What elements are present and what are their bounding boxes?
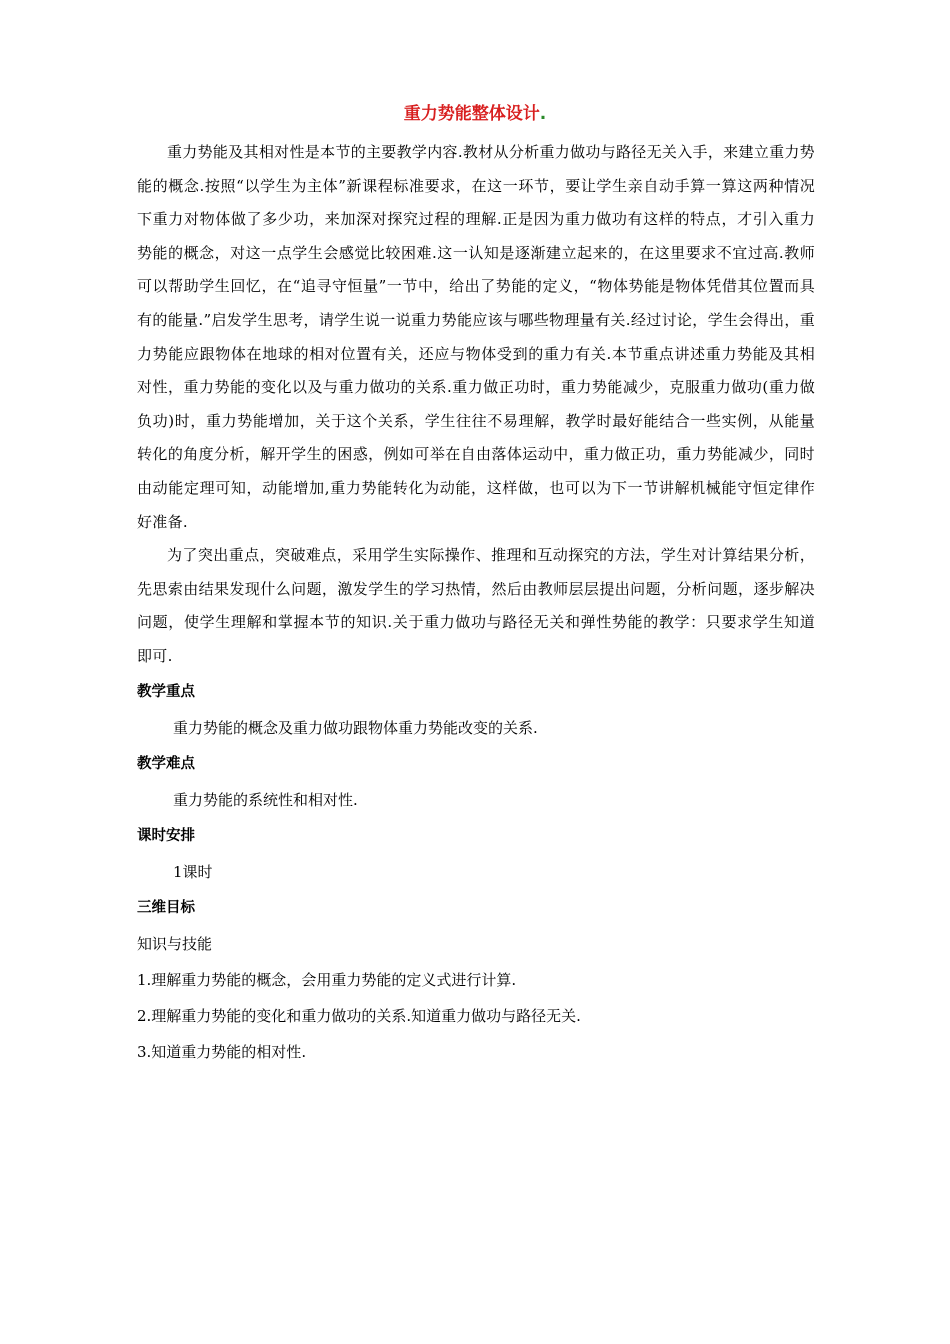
intro-paragraph-2: 为了突出重点，突破难点，采用学生实际操作、推理和互动探究的方法，学生对计算结果分析，先思索由结果发现什么问题，激发学生的学习热情，然后由教师层层提出问题，分析问题，逐步解决问题，使学生理解和掌握本节的知识.关于重力做功与路径无关和弹性势能的教学：只要求学生知道即可. xyxy=(137,546,815,665)
difficulty-text: 重力势能的系统性和相对性. xyxy=(173,790,358,809)
intro-paragraph-1: 重力势能及其相对性是本节的主要教学内容.教材从分析重力做功与路径无关入手，来建立重力势能的概念.按照“以学生为主体”新课程标准要求，在这一环节，要让学生亲自动手算一算这两种情况下重力对物体做了多少功，来加深对探究过程的理解.正是因为重力做功有这样的特点，才引入重力势能的概念，对这一点学生会感觉比较困难.这一认知是逐渐建立起来的，在这里要求不宜过高.教师可以帮助学生回忆，在“追寻守恒量”一节中，给出了势能的定义，“物体势能是物体凭借其位置而具有的能量.”启发学生思考，请学生说一说重力势能应该与哪些物理量有关.经过讨论，学生会得出，重力势能应跟物体在地球的相对位置有关，还应与物体受到的重力有关.本节重点讲述重力势能及其相对性，重力势能的变化以及与重力做功的关系.重力做正功时，重力势能减少，克服重力做功(重力做负功)时，重力势能增加，关于这个关系，学生往往不易理解，教学时最好能结合一些实例，从能量转化的角度分析，解开学生的困惑，例如可举在自由落体运动中，重力做正功，重力势能减少，同时由动能定理可知，动能增加,重力势能转化为动能，这样做，也可以为下一节讲解机械能守恒定律作好准备. xyxy=(137,143,815,531)
title-text: 重力势能整体设计 xyxy=(403,104,540,124)
objective-item: 3.知道重力势能的相对性. xyxy=(137,1042,307,1061)
objectives-subheading: 知识与技能 xyxy=(137,934,213,953)
document-title xyxy=(0,102,950,126)
objective-item: 1.理解重力势能的概念，会用重力势能的定义式进行计算. xyxy=(137,970,517,989)
key-point-heading: 教学重点 xyxy=(137,683,195,700)
key-point-text: 重力势能的概念及重力做功跟物体重力势能改变的关系. xyxy=(173,718,538,737)
schedule-text: 1课时 xyxy=(173,862,213,881)
objectives-heading: 三维目标 xyxy=(137,899,195,916)
difficulty-heading: 教学难点 xyxy=(137,755,195,772)
title-dot: . xyxy=(539,104,547,124)
objective-item: 2.理解重力势能的变化和重力做功的关系.知道重力做功与路径无关. xyxy=(137,1006,581,1025)
document-body xyxy=(137,136,815,1070)
schedule-heading: 课时安排 xyxy=(137,827,195,844)
